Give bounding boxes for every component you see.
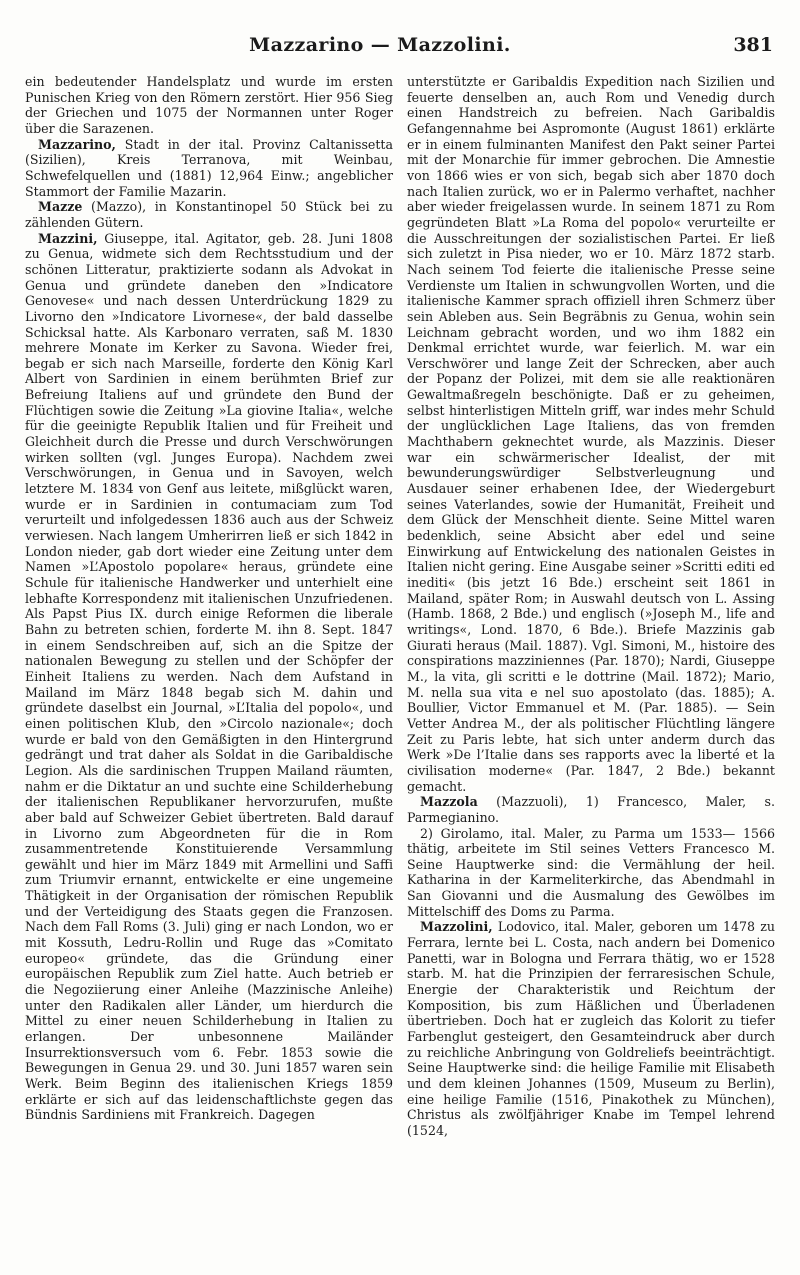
right-column (407, 74, 775, 1139)
paragraph-text: Lodovico, ital. Maler, geboren um 1478 zu Ferrara, lernte bei L. Costa, nach andern bei Domenico Panetti, war in Bologna und Ferrara thätig, wo er 1528 starb. M. hat die Prinzipien der ferraresischen Schule, Energie der Charakteristik und Reichtum der Komposition, bis zum Häßlichen und Überladenen übertrieben. Doch hat er zugleich das Kolorit zu tiefer Farbenglut gesteigert, den Gesamteindruck aber durch zu reichliche Anbringung von Goldreliefs beeinträchtigt. Seine Hauptwerke sind: die heilige Familie mit Elisabeth und dem kleinen Johannes (1509, Museum zu Berlin), eine heilige Familie (1516, Pinakothek zu München), Christus als zwölfjähriger Knabe im Tempel lehrend (1524, (407, 919, 775, 1138)
entry-mazzini (25, 231, 393, 1123)
paragraph-text: 2) Girolamo, ital. Maler, zu Parma um 1533— 1566 thätig, arbeitete im Stil seines Vetters Francesco M. Seine Hauptwerke sind: die Vermählung der heil. Katharina in der Karmeliterkirche, das Abendmahl in San Giovanni und die Ausmalung des Gewölbes im Mittelschiff des Doms zu Parma. (407, 825, 775, 919)
page-header (25, 30, 775, 64)
entry-mazze (25, 199, 393, 230)
left-column (25, 74, 393, 1139)
paragraph-continuation-mazzara (25, 74, 393, 137)
entry-mazzola (407, 794, 775, 825)
entry-headword: Mazzola (420, 794, 478, 810)
paragraph-text: (Mazzo), in Konstantinopel 50 Stück bei zu zählenden Gütern. (25, 199, 393, 230)
page-number: 381 (733, 34, 773, 56)
entry-headword: Mazze (38, 199, 83, 215)
paragraph-text: Giuseppe, ital. Agitator, geb. 28. Juni 1808 zu Genua, widmete sich dem Rechtsstudium und der schönen Litteratur, praktizierte sodann als Advokat in Genua und gründete daneben den »Indicatore Genovese« und nach dessen Unterdrückung 1829 zu Livorno den »Indicatore Livornese«, der bald dasselbe Schicksal hatte. Als Karbonaro verraten, saß M. 1830 mehrere Monate im Kerker zu Savona. Wieder frei, begab er sich nach Marseille, forderte den König Karl Albert von Sardinien in einem berühmten Brief zur Befreiung Italiens auf und gründete den Bund der Flüchtigen sowie die Zeitung »La giovine Italia«, welche für die geeinigte Republik Italien und für Freiheit und Gleichheit durch die Presse und durch Verschwörungen wirken sollten (vgl. Junges Europa). Nachdem zwei Verschwörungen, in Genua und in Savoyen, welch letztere M. 1834 von Genf aus leitete, mißglückt waren, wurde er in Sardinien in contumaciam zum Tod verurteilt und infolgedessen 1836 auch aus der Schweiz verwiesen. Nach langem Umherirren ließ er sich 1842 in London nieder, gab dort wieder eine Zeitung unter dem Namen »L’Apostolo popolare« heraus, gründete eine Schule für italienische Handwerker und unterhielt eine lebhafte Korrespondenz mit italienischen Unzufriedenen. Als Papst Pius IX. durch einige Reformen die liberale Bahn zu betreten schien, forderte M. ihn 8. Sept. 1847 in einem Sendschreiben auf, sich an die Spitze der nationalen Bewegung zu stellen und der Schöpfer der Einheit Italiens zu werden. Nach dem Aufstand in Mailand im März 1848 begab sich M. dahin und gründete daselbst ein Journal, »L’Italia del popolo«, und einen politischen Klub, den »Circolo nazionale«; doch wurde er bald von den Gemäßigten in den Hintergrund gedrängt und trat daher als Soldat in die Garibaldische Legion. Als die sardinischen Truppen Mailand räumten, nahm er die Diktatur an und suchte eine Schilderhebung der italienischen Republikaner hervorzurufen, mußte aber bald auf Schweizer Gebiet übertreten. Bald darauf in Livorno zum Abgeordneten für die in Rom zusammentretende Konstituierende Versammlung gewählt und hier im März 1849 mit Armellini und Saffi zum Triumvir ernannt, entwickelte er eine ungemeine Thätigkeit in der Organisation der römischen Republik und der Verteidigung des Staats gegen die Franzosen. Nach dem Fall Roms (3. Juli) ging er nach London, wo er mit Kossuth, Ledru-Rollin und Ruge das »Comitato europeo« gründete, das die Gründung einer europäischen Republik zum Ziel hatte. Auch betrieb er die Negoziierung einer Anleihe (Mazzinische Anleihe) unter den Radikalen aller Länder, um hierdurch die Mittel zu einer neuen Schilderhebung in Italien zu erlangen. Der unbesonnene Mailänder Insurrektionsversuch vom 6. Febr. 1853 sowie die Bewegungen in Genua 29. und 30. Juni 1857 waren sein Werk. Beim Beginn des italienischen Kriegs 1859 erklärte er sich auf das leidenschaftlichste gegen das Bündnis Sardiniens mit Frankreich. Dagegen (25, 230, 393, 1123)
entry-mazzarino (25, 137, 393, 200)
entry-headword: Mazzolini, (420, 919, 493, 935)
entry-mazzola-girolamo (407, 826, 775, 920)
entry-mazzolini (407, 919, 775, 1138)
paragraph-text: ein bedeutender Handelsplatz und wurde im ersten Punischen Krieg von den Römern zerstört. Hier 956 Sieg der Griechen und 1075 der Normannen unter Roger über die Sarazenen. (25, 74, 393, 136)
entry-headword: Mazzarino, (38, 136, 116, 152)
entry-headword: Mazzini, (38, 230, 98, 246)
paragraph-continuation-mazzini (407, 74, 775, 794)
running-title: Mazzarino — Mazzolini. (249, 34, 511, 56)
text-columns (25, 74, 775, 1139)
paragraph-text: (Mazzuoli), 1) Francesco, Maler, s. Parmegianino. (407, 794, 775, 825)
paragraph-text: Stadt in der ital. Provinz Caltanissetta (Sizilien), Kreis Terranova, mit Weinbau, Schwefelquellen und (1881) 12,964 Einw.; angeblicher Stammort der Familie Mazarin. (25, 136, 393, 199)
paragraph-text: unterstützte er Garibaldis Expedition nach Sizilien und feuerte denselben an, auch Rom und Venedig durch einen Handstreich zu befreien. Nach Garibaldis Gefangennahme bei Aspromonte (August 1861) erklärte er in einem fulminanten Manifest den Pakt seiner Partei mit der Monarchie für immer gebrochen. Die Amnestie von 1866 wies er von sich, begab sich aber 1870 doch nach Italien zurück, wo er in Palermo verhaftet, nachher aber wieder freigelassen wurde. In seinem 1871 zu Rom gegründeten Blatt »La Roma del popolo« verurteilte er die Ausschreitungen der sozialistischen Partei. Er ließ sich zuletzt in Pisa nieder, wo er 10. März 1872 starb. Nach seinem Tod feierte die italienische Presse seine Verdienste um Italien in schwungvollen Worten, und die italienische Kammer sprach offiziell ihren Schmerz über sein Ableben aus. Sein Begräbnis zu Genua, wohin sein Leichnam gebracht worden, und wo ihm 1882 ein Denkmal errichtet wurde, war feierlich. M. war ein Verschwörer und lange Zeit der Schrecken, aber auch der Popanz der Polizei, mit dem sie alle reaktionären Gewaltmaßregeln beschönigte. Daß er zu geheimen, selbst hinterlistigen Mitteln griff, war indes mehr Schuld der unglücklichen Lage Italiens, das von fremden Machthabern geknechtet wurde, als Mazzinis. Dieser war ein schwärmerischer Idealist, der mit bewunderungswürdiger Selbstverleugnung und Ausdauer seiner erhabenen Idee, der Wiedergeburt seines Vaterlandes, sowie der Humanität, Freiheit und dem Glück der Menschheit diente. Seine Mittel waren bedenklich, seine Absicht aber edel und seine Einwirkung auf Entwickelung des nationalen Geistes in Italien nicht gering. Eine Ausgabe seiner »Scritti editi ed inediti« (bis jetzt 16 Bde.) erscheint seit 1861 in Mailand, später Rom; in Auswahl deutsch von L. Assing (Hamb. 1868, 2 Bde.) und englisch (»Joseph M., life and writings«, Lond. 1870, 6 Bde.). Briefe Mazzinis gab Giurati heraus (Mail. 1887). Vgl. Simoni, M., histoire des conspirations mazziniennes (Par. 1870); Nardi, Giuseppe M., la vita, gli scritti e le dottrine (Mail. 1872); Mario, M. nella sua vita e nel suo apostolato (das. 1885); A. Boullier, Victor Emmanuel et M. (Par. 1885). — Sein Vetter Andrea M., der als politischer Flüchtling längere Zeit zu Paris lebte, hat sich unter anderm durch das Werk »De l’Italie dans ses rapports avec la liberté et la civilisation moderne« (Par. 1847, 2 Bde.) bekannt gemacht. (407, 74, 775, 794)
